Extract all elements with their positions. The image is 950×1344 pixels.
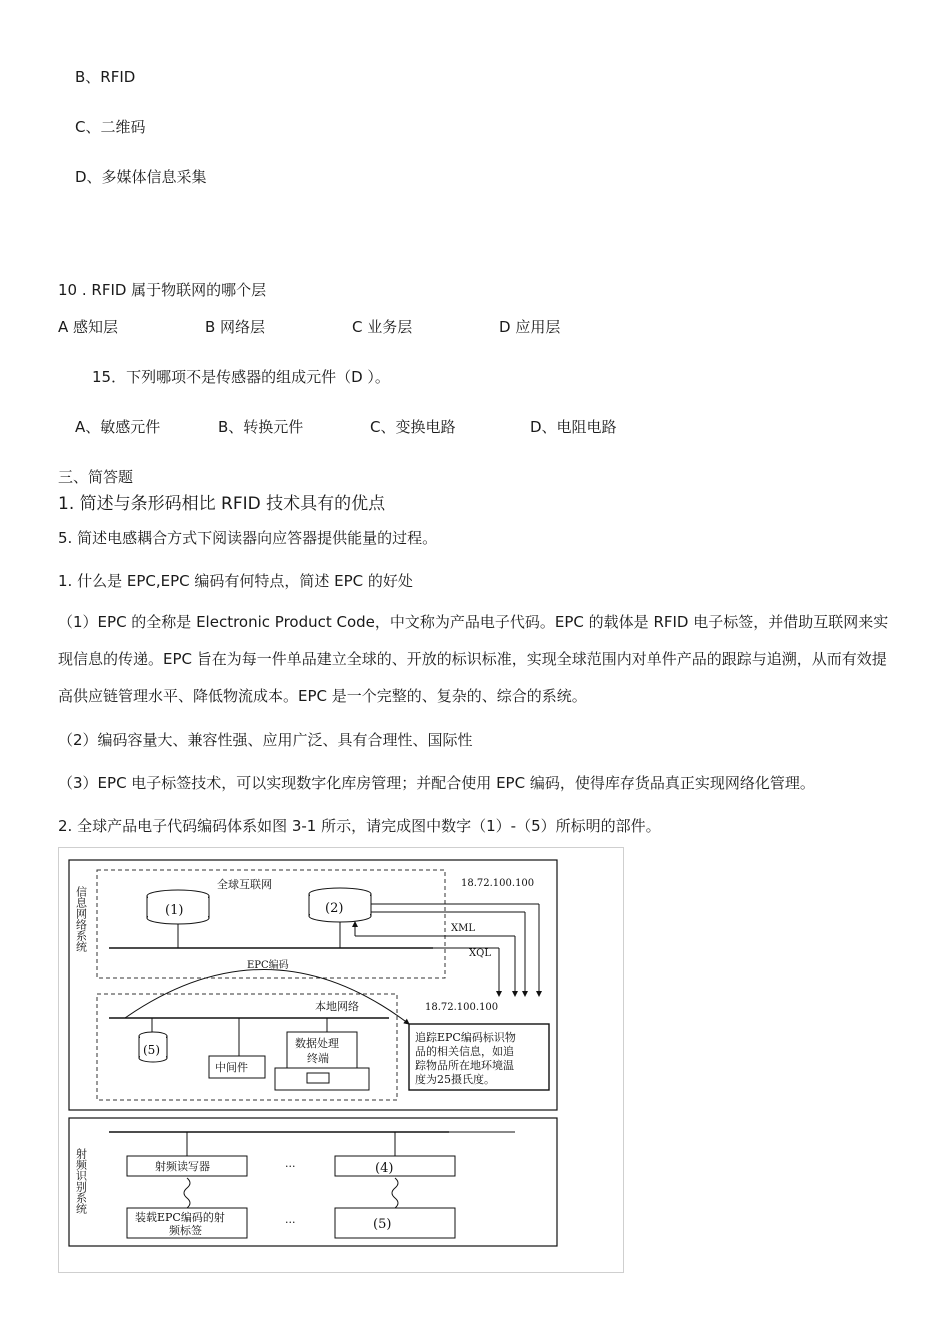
section3-q5: 5. 简述电感耦合方式下阅读器向应答器提供能量的过程。 <box>58 529 438 547</box>
blank-5-label: (5) <box>373 1217 392 1232</box>
xml-label: XML <box>451 923 475 934</box>
info-line4: 度为25摄氏度。 <box>415 1073 495 1086</box>
section3-q1: 1. 简述与条形码相比 RFID 技术具有的优点 <box>58 494 386 514</box>
dots-2: ··· <box>285 1216 296 1229</box>
epc-answer-3: （3）EPC 电子标签技术，可以实现数字化库房管理；并配合使用 EPC 编码，使得库存货品真正实现网络化管理。 <box>58 774 815 792</box>
q9-option-b: B、RFID <box>75 68 136 86</box>
rf-wave-2 <box>392 1178 398 1208</box>
side-label-top: 信息网络系统 <box>74 886 88 952</box>
internet-label: 全球互联网 <box>217 878 272 891</box>
middleware-label: 中间件 <box>215 1061 248 1074</box>
epc-code-label: EPC编码 <box>247 960 289 971</box>
epc-answer-1: （1）EPC 的全称是 Electronic Product Code，中文称为产品电子代码。EPC 的载体是 RFID 电子标签，并借助互联网来实现信息的传递。EPC 旨在为每一件单品建立全球的、开放的标识标准，实现全球范围内对单件产品的跟踪与追溯，从而有效提高供应链管理水平、降低物流成本。EPC 是一个完整的、复杂的、综合的系统。 <box>58 613 889 705</box>
reader-label: 射频读写器 <box>155 1160 210 1173</box>
q15-option-b: B、转换元件 <box>218 418 304 436</box>
db5-label: (5) <box>143 1043 160 1057</box>
local-network-label: 本地网络 <box>315 1000 359 1013</box>
side-label-bottom: 射频识别系统 <box>74 1148 88 1214</box>
epc-system-figure <box>58 847 624 1273</box>
blank-5-box <box>335 1208 455 1238</box>
q15-option-d: D、电阻电路 <box>530 418 617 436</box>
dots-1: ··· <box>285 1160 296 1173</box>
tag-line2: 频标签 <box>169 1224 202 1237</box>
tag-line1: 装载EPC编码的射 <box>135 1211 225 1224</box>
q10-option-d: D 应用层 <box>499 318 561 336</box>
ip-top-label: 18.72.100.100 <box>461 878 535 889</box>
q10-question: 10 . RFID 属于物联网的哪个层 <box>58 281 267 299</box>
xql-label: XQL <box>469 948 491 959</box>
q10-option-b: B 网络层 <box>205 318 266 336</box>
terminal-line2: 终端 <box>307 1052 329 1065</box>
info-line3: 踪物品所在地环境温 <box>415 1059 514 1072</box>
figure-question: 2. 全球产品电子代码编码体系如图 3-1 所示，请完成图中数字（1）-（5）所标明的部件。 <box>58 817 661 835</box>
blank-4-box <box>335 1156 455 1176</box>
q15-option-a: A、敏感元件 <box>75 418 161 436</box>
q10-option-c: C 业务层 <box>352 318 413 336</box>
ip-mid-label: 18.72.100.100 <box>425 1002 499 1013</box>
db2-label: (2) <box>325 901 344 916</box>
blank-4-label: (4) <box>375 1161 394 1176</box>
q9-option-c: C、二维码 <box>75 118 146 136</box>
db1-label: (1) <box>165 903 184 918</box>
epc-question: 1. 什么是 EPC,EPC 编码有何特点，简述 EPC 的好处 <box>58 572 413 590</box>
section3-heading: 三、简答题 <box>58 468 134 486</box>
q15-option-c: C、变换电路 <box>370 418 456 436</box>
terminal-line1: 数据处理 <box>295 1037 339 1050</box>
q9-option-d: D、多媒体信息采集 <box>75 168 207 186</box>
rf-wave-1 <box>184 1178 190 1208</box>
q15-question: 15．下列哪项不是传感器的组成元件（D ）。 <box>92 368 390 386</box>
q10-option-a: A 感知层 <box>58 318 119 336</box>
epc-answer-2: （2）编码容量大、兼容性强、应用广泛、具有合理性、国际性 <box>58 731 473 749</box>
info-line1: 追踪EPC编码标识物 <box>415 1031 516 1044</box>
info-line2: 品的相关信息，如追 <box>415 1045 514 1058</box>
